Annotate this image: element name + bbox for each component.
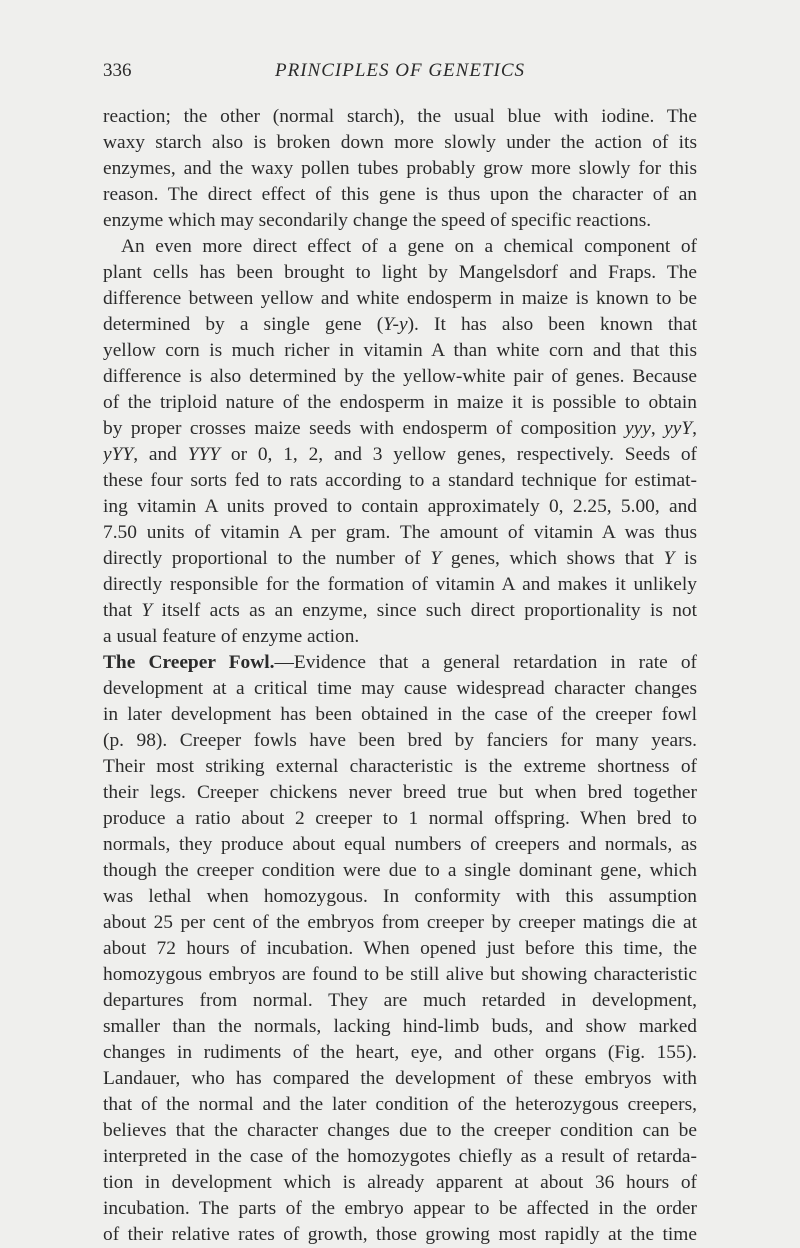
gene-symbol: Y [430,548,442,569]
text-line: reaction; the other (normal starch), the usual blue with iodine. The [103,106,697,127]
text-segment: itself acts as an enzyme, since such direct proportionality is not [152,600,697,621]
running-title: PRINCIPLES OF GENETICS [275,60,525,81]
text-line: 7.50 units of vitamin A per gram. The amount of vitamin A was thus [103,522,697,543]
text-line: about 72 hours of incubation. When opened just before this time, the [103,938,697,959]
text-segment: ). It has also been known that [407,314,697,335]
text-line: about 25 per cent of the embryos from creeper by creeper matings die at [103,912,697,933]
text-line: difference is also determined by the yellow-white pair of genes. Because [103,366,697,387]
text-line: changes in rudiments of the heart, eye, and other organs (Fig. 155). [103,1042,697,1063]
text-line: was lethal when homozygous. In conformity with this assumption [103,886,697,907]
text-line: enzyme which may secondarily change the speed of specific reactions. [103,210,652,231]
text-line: development at a critical time may cause widespread character changes [103,678,697,699]
text-segment: —Evidence that a general retardation in rate of [274,652,697,673]
text-line: tion in development which is already apparent at about 36 hours of [103,1172,697,1193]
text-line: Their most striking external characteristic is the extreme shortness of [103,756,697,777]
text-segment: or 0, 1, 2, and 3 yellow genes, respectively. Seeds of [220,444,697,465]
text-line: in later development has been obtained in the case of the creeper fowl [103,704,697,725]
text-segment: , [650,418,665,439]
text-line: directly responsible for the formation of vitamin A and makes it unlikely [103,574,697,595]
text-line: a usual feature of enzyme action. [103,626,360,647]
text-segment: determined by a single gene ( [103,314,384,335]
text-line: waxy starch also is broken down more slowly under the action of its [103,132,697,153]
text-segment: directly proportional to the number of [103,548,431,569]
text-line: plant cells has been brought to light by Mangelsdorf and Fraps. The [103,262,697,283]
text-line: normals, they produce about equal numbers of creepers and normals, as [103,834,697,855]
gene-symbol: YYY [187,444,221,465]
text-line: An even more direct effect of a gene on a chemical component of [121,236,697,257]
text-line: of the triploid nature of the endosperm in maize it is possible to obtain [103,392,697,413]
gene-symbol: yYY [103,444,134,465]
text-segment: by proper crosses maize seeds with endosperm of composition [103,418,625,439]
text-line: difference between yellow and white endosperm in maize is known to be [103,288,697,309]
gene-symbol: Y [141,600,153,621]
section-heading: The Creeper Fowl. [103,652,275,673]
text-segment: , [692,418,697,439]
text-line: these four sorts fed to rats according to a standard technique for estimat- [103,470,697,491]
text-line [103,312,697,338]
page-number: 336 [103,60,132,81]
text-line: departures from normal. They are much retarded in development, [103,990,697,1011]
text-line: though the creeper condition were due to a single dominant gene, which [103,860,697,881]
text-line [103,442,697,468]
text-line: of their relative rates of growth, those growing most rapidly at the time [103,1224,697,1245]
text-line [103,416,697,442]
text-line: ing vitamin A units proved to contain approximately 0, 2.25, 5.00, and [103,496,697,517]
text-segment: is [674,548,697,569]
text-line: believes that the character changes due to the creeper condition can be [103,1120,697,1141]
text-segment: , and [133,444,188,465]
text-segment: that [103,600,142,621]
text-line: homozygous embryos are found to be still alive but showing characteristic [103,964,697,985]
text-line: produce a ratio about 2 creeper to 1 normal offspring. When bred to [103,808,697,829]
text-line: smaller than the normals, lacking hind-limb buds, and show marked [103,1016,697,1037]
running-head [103,60,697,88]
body-text [103,104,697,1248]
text-line: their legs. Creeper chickens never breed true but when bred together [103,782,697,803]
text-line: incubation. The parts of the embryo appear to be affected in the order [103,1198,697,1219]
text-line: enzymes, and the waxy pollen tubes probably grow more slowly for this [103,158,697,179]
text-line: Landauer, who has compared the development of these embryos with [103,1068,697,1089]
text-line [103,546,697,572]
gene-symbol: Y-y [383,314,408,335]
gene-symbol: yyY [664,418,693,439]
text-segment: genes, which shows that [441,548,664,569]
gene-symbol: yyy [625,418,651,439]
text-line: interpreted in the case of the homozygotes chiefly as a result of retarda- [103,1146,697,1167]
text-line [103,650,697,676]
text-line: (p. 98). Creeper fowls have been bred by fanciers for many years. [103,730,697,751]
text-line: yellow corn is much richer in vitamin A than white corn and that this [103,340,697,361]
gene-symbol: Y [663,548,675,569]
text-line: reason. The direct effect of this gene is thus upon the character of an [103,184,697,205]
text-line: that of the normal and the later condition of the heterozygous creepers, [103,1094,697,1115]
text-line [103,598,697,624]
